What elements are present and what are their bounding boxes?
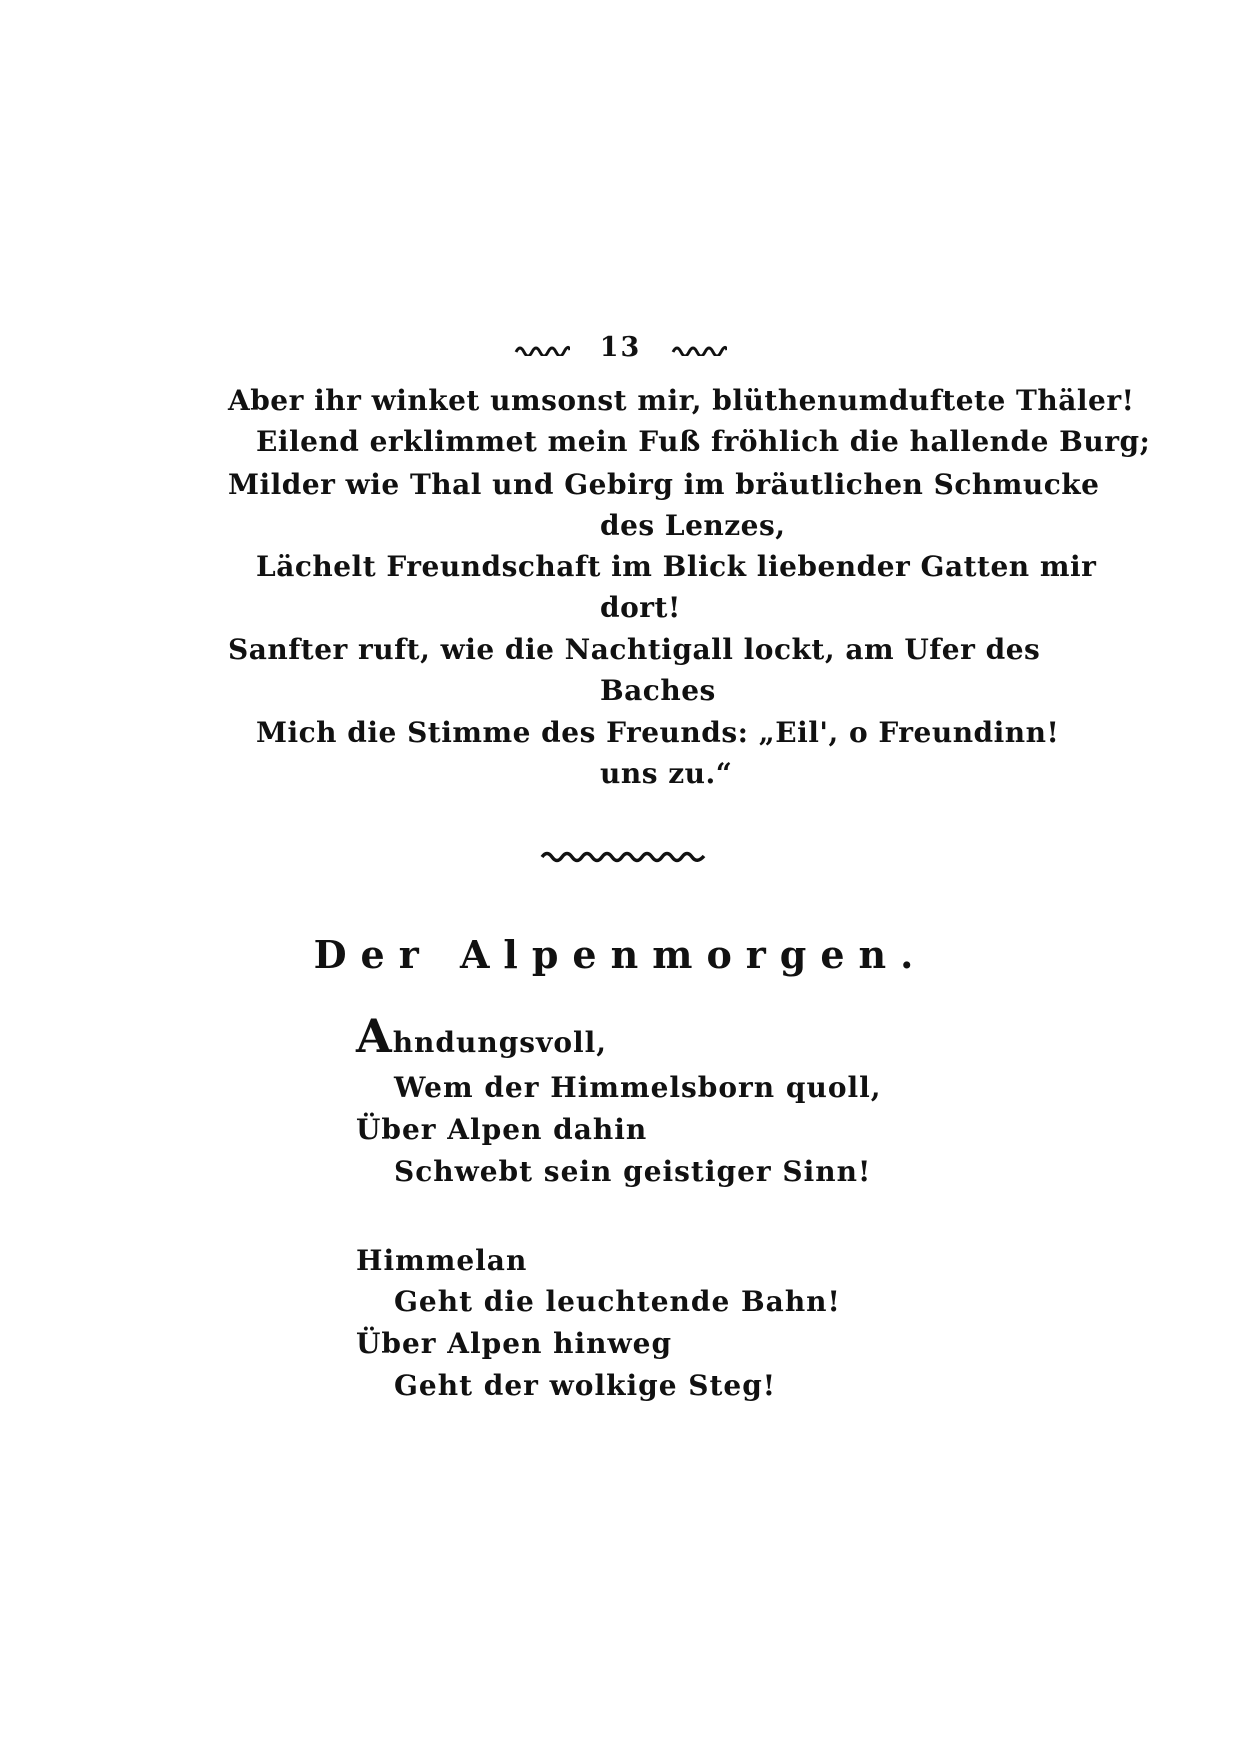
poem-title: Der Alpenmorgen. (313, 932, 928, 977)
stanza-line (356, 1009, 608, 1063)
stanza-line: Über Alpen hinweg (356, 1327, 673, 1360)
poem-line-continuation: uns zu.“ (600, 757, 733, 790)
stanza-line: Schwebt sein geistiger Sinn! (394, 1155, 872, 1188)
poem-line: Sanfter ruft, wie die Nachtigall lockt, am Ufer des (228, 633, 1041, 666)
poem-line: Eilend erklimmet mein Fuß fröhlich die hallende Burg; (256, 425, 1151, 458)
poem-line-continuation: Baches (600, 674, 716, 707)
stanza-line: Geht der wolkige Steg! (394, 1369, 777, 1402)
stanza-line: Über Alpen dahin (356, 1113, 648, 1146)
page-header (0, 332, 1241, 363)
page-number: 13 (599, 332, 642, 363)
poem-line-continuation: dort! (600, 591, 681, 624)
poem-line: Milder wie Thal und Gebirg im bräutlichen Schmucke (228, 468, 1100, 501)
poem-line: Aber ihr winket umsonst mir, blüthenumduftete Thäler! (228, 384, 1135, 417)
left-wave-ornament (514, 342, 570, 356)
stanza-line: Geht die leuchtende Bahn! (394, 1285, 841, 1318)
poem-line: Lächelt Freundschaft im Blick liebender Gatten mir (256, 550, 1097, 583)
right-wave-ornament (671, 342, 727, 356)
poem-line: Mich die Stimme des Freunds: „Eil', o Freundinn! (256, 716, 1060, 749)
poem-line-continuation: des Lenzes, (600, 509, 786, 542)
drop-cap: A (356, 1009, 393, 1063)
stanza-line-text: hndungsvoll, (392, 1026, 608, 1059)
stanza-line: Himmelan (356, 1244, 528, 1277)
section-divider-ornament (540, 848, 706, 864)
stanza-line: Wem der Himmelsborn quoll, (394, 1071, 882, 1104)
